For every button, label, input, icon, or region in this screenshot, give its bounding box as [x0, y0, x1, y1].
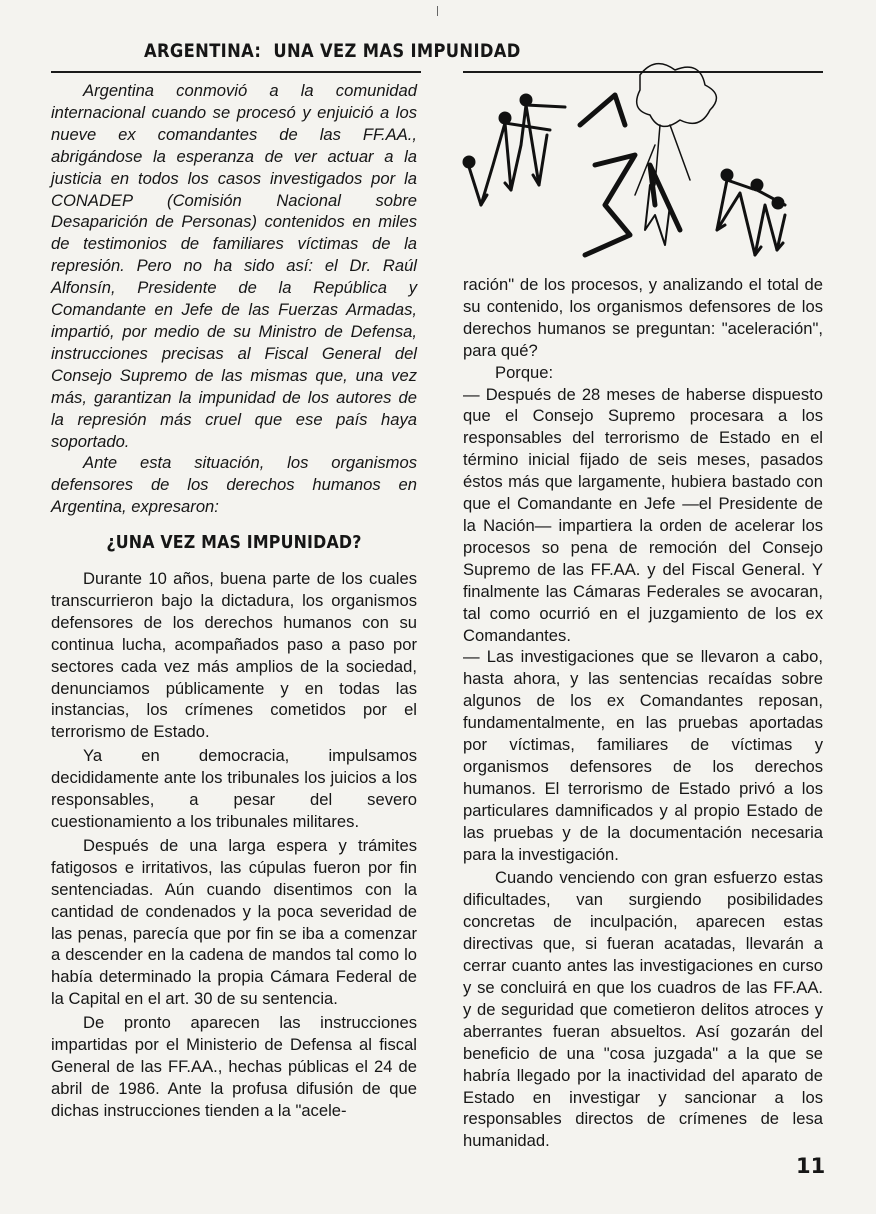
scan-mark: [437, 6, 438, 16]
intro-paragraph: Argentina conmovió a la comunidad internacional cuando se procesó y enjuició a los nueve ex comandantes de las FF.AA., abrigándose la esperanza de ver actuar a la justicia en todos los casos investigados por la CONADEP (Comisión Nacional sobre Desaparición de Personas) contenidos en miles de testimonios de familiares víctimas de la represión. Pero no ha sido así: el Dr. Raúl Alfonsín, Presidente de la República y Comandante en Jefe de las Fuerzas Armadas, impartió, por medio de su Ministro de Defensa, instrucciones precisas al Fiscal General del Consejo Supremo de las mismas que, una vez más, garantizan la impunidad de los autores de la represión más cruel que ese país haya soportado.: [51, 81, 417, 451]
body-paragraph: — Las investigaciones que se llevaron a cabo, hasta ahora, y las sentencias recaídas sobre algunos de los ex Comandantes reposan, fundamentalmente, en las pruebas aportadas por víctimas, familiares de víctimas y organismos defensores de los derechos humanos. El terrorismo de Estado privó a los particulares damnificados y al propio Estado de las pruebas y de la documentación necesaria para la investigación.: [463, 647, 823, 864]
header-rule-left: [51, 71, 421, 73]
page-header: [144, 40, 521, 62]
protest-figures-icon: [455, 55, 825, 280]
header-title: UNA VEZ MAS IMPUNIDAD: [273, 40, 521, 62]
body-paragraph: Ya en democracia, impulsamos decididamente ante los tribunales los juicios a los responsables, a pesar del severo cuestionamiento a los tribunales militares.: [51, 746, 417, 831]
body-paragraph: De pronto aparecen las instrucciones impartidas por el Ministerio de Defensa al fiscal General de las FF.AA., hechas públicas el 24 de abril de 1986. Ante la profusa difusión de que dichas instrucciones tienden a la "acele-: [51, 1013, 417, 1120]
body-paragraph: Cuando venciendo con gran esfuerzo estas dificultades, van surgiendo posibilidades concretas de inculpación, aparecen estas directivas que, si fueran acatadas, llevarán a cerrar cuanto antes las investigaciones en curso y se concluirá en que los cuadros de las FF.AA. y de seguridad que cometieron delitos atroces y aberrantes fueran absueltos. Así gozarán del beneficio de una "cosa juzgada" a la que se habría llegado por la inactividad del aparato de Estado en investigar y sancionar a los responsables directos de crímenes de lesa humanidad.: [463, 868, 823, 1151]
body-paragraph: Después de una larga espera y trámites fatigosos e irritativos, las cúpulas fueron por fin sentenciadas. Aún cuando disentimos con la cantidad de condenados y la poca severidad de las penas, parecía que por fin se iba a comenzar a descender en la cadena de mandos tal como lo había determinado la propia Cámara Federal de la Capital en el art. 30 de su sentencia.: [51, 835, 417, 1009]
body-paragraph: — Después de 28 meses de haberse dispuesto que el Consejo Supremo procesara a los responsables del terrorismo de Estado en el término inicial fijado de seis meses, pasados éstos más que largamente, hubiera bastado con que el Comandante en Jefe —el Presidente de la Nación— impartiera la orden de acelerar los procesos so pena de remoción del Consejo Supremo de las FF.AA. y del Fiscal General. Y finalmente las Cámaras Federales se avocaran, tal como ocurrió en el juzgamiento de los ex Comandantes.: [463, 384, 823, 645]
section-heading: ¿UNA VEZ MAS IMPUNIDAD?: [106, 532, 362, 554]
intro-paragraph-2: Ante esta situación, los organismos defensores de los derechos humanos en Argentina, expresaron:: [51, 453, 417, 517]
porque-label: Porque:: [495, 362, 554, 382]
body-paragraph: Durante 10 años, buena parte de los cuales transcurrieron bajo la dictadura, los organismos defensores de los derechos humanos con su continua lucha, acompañados paso a paso por sectores cada vez más amplios de la sociedad, denunciamos públicamente y en todas las instancias, los crímenes cometidos por el terrorismo de Estado.: [51, 569, 417, 742]
page-number: 11: [796, 1154, 826, 1178]
body-paragraph: ración" de los procesos, y analizando el total de su contenido, los organismos defensores de los derechos humanos se preguntan: "aceleración", para qué?: [463, 275, 823, 360]
left-column: [51, 80, 417, 1122]
right-column: [463, 274, 823, 1152]
header-country: ARGENTINA:: [144, 40, 262, 62]
protest-figures-illustration: [455, 55, 825, 280]
